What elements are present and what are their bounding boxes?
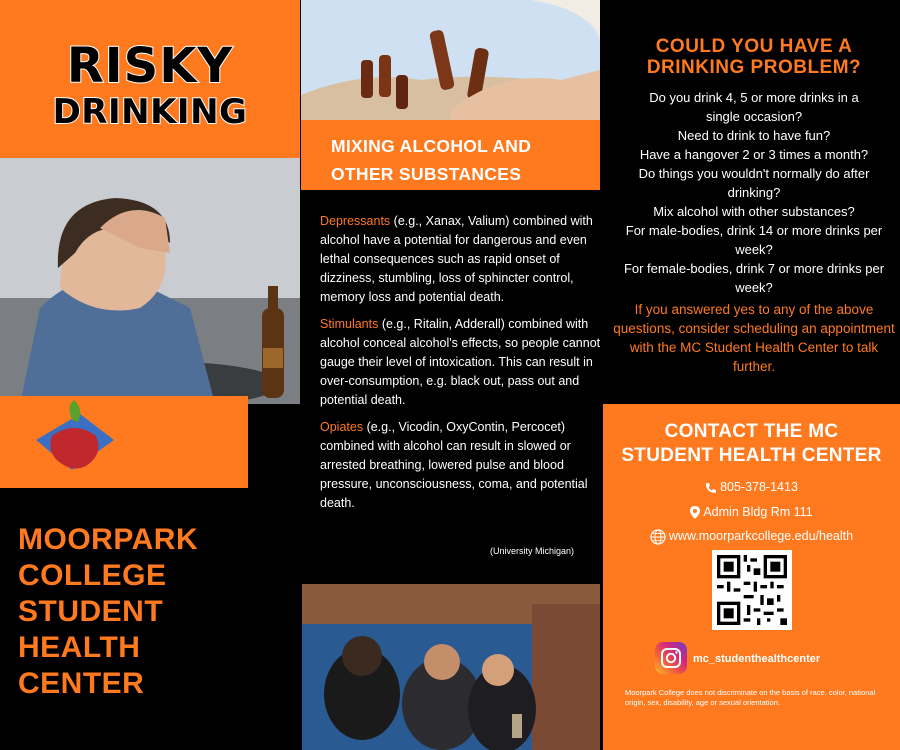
contact-title xyxy=(603,420,900,468)
apple-logo xyxy=(0,396,248,488)
mixing-header xyxy=(301,120,600,190)
contact-title-line: CONTACT THE MC xyxy=(664,421,839,442)
contact-address xyxy=(603,504,900,520)
stimulants-paragraph xyxy=(320,315,602,410)
qr-code[interactable] xyxy=(712,550,792,630)
question-item: Do you drink 4, 5 or more drinks in a single occasion? xyxy=(649,90,859,124)
questions-list xyxy=(604,88,900,297)
depressants-paragraph xyxy=(320,212,602,307)
globe-icon xyxy=(650,529,666,545)
title-block xyxy=(0,0,300,158)
mixing-title-line: MIXING ALCOHOL AND xyxy=(331,136,532,156)
questions-title-line: DRINKING PROBLEM? xyxy=(646,57,862,78)
college-name-line: CENTER xyxy=(18,667,145,700)
substance-text: (e.g., Xanax, Valium) combined with alcohol have a potential for dangerous and even lethal consequences such as rapid onset of dizziness, stumbling, loss of sphincter control, memory loss and potential death. xyxy=(320,214,593,304)
photo-stressed-man xyxy=(0,158,300,404)
contact-block xyxy=(603,404,900,750)
photo-beer-toast xyxy=(301,0,600,120)
contact-title-line: STUDENT HEALTH CENTER xyxy=(621,445,882,466)
substance-text: (e.g., Ritalin, Adderall) combined with alcohol conceal alcohol's effects, so people cannot gauge their level of intoxication. This can result in over-consumption, e.g. black out, pass out and potential death. xyxy=(320,317,601,407)
substance-text: (e.g., Vicodin, OxyContin, Percocet) combined with alcohol can result in slowed or arrested breathing, lowered pulse and blood pressure, unconsciousness, coma, and potential death. xyxy=(320,420,588,510)
substance-term: Opiates xyxy=(320,420,364,434)
mixing-title xyxy=(331,132,600,188)
address-text: Admin Bldg Rm 111 xyxy=(703,505,813,519)
phone-text: 805-378-1413 xyxy=(720,480,798,494)
disclaimer: Moorpark College does not discriminate on the basis of race, color, national origin, sex, disability, age or sexual orientation. xyxy=(625,688,876,707)
phone-icon xyxy=(705,482,717,494)
title-drinking: DRINKING xyxy=(52,92,248,132)
logo-block xyxy=(0,396,248,488)
question-item: Have a hangover 2 or 3 times a month? xyxy=(639,147,869,162)
questions-title xyxy=(604,36,900,78)
college-name-line: COLLEGE xyxy=(18,559,167,592)
question-item: Do things you wouldn't normally do after drinking? xyxy=(638,166,870,200)
college-name xyxy=(18,522,278,702)
title-risky: RISKY xyxy=(66,38,234,94)
questions-title-line: COULD YOU HAVE A xyxy=(655,36,853,57)
question-item: For male-bodies, drink 14 or more drinks per week? xyxy=(625,223,883,257)
instagram-icon[interactable] xyxy=(655,642,687,674)
location-pin-icon xyxy=(690,506,700,519)
contact-website[interactable] xyxy=(603,528,900,545)
mixing-title-line: OTHER SUBSTANCES xyxy=(331,164,522,184)
question-item: Need to drink to have fun? xyxy=(677,128,831,143)
contact-phone[interactable] xyxy=(603,479,900,495)
photo-friends xyxy=(302,584,600,750)
question-item: Mix alcohol with other substances? xyxy=(653,204,855,219)
college-name-line: HEALTH xyxy=(18,631,141,664)
college-name-line: STUDENT xyxy=(18,595,164,628)
citation: (University Michigan) xyxy=(490,546,575,556)
instagram-handle[interactable]: mc_studenthealthcenter xyxy=(693,653,821,665)
substance-term: Stimulants xyxy=(320,317,379,331)
substance-term: Depressants xyxy=(320,214,391,228)
questions-answer: If you answered yes to any of the above questions, consider scheduling an appointment with the MC Student Health Center to talk further. xyxy=(613,302,895,374)
website-text: www.moorparkcollege.edu/health xyxy=(668,529,854,543)
mixing-body xyxy=(320,212,602,521)
college-name-line: MOORPARK xyxy=(18,523,199,556)
question-item: For female-bodies, drink 7 or more drinks per week? xyxy=(623,261,885,295)
opiates-paragraph xyxy=(320,418,602,513)
